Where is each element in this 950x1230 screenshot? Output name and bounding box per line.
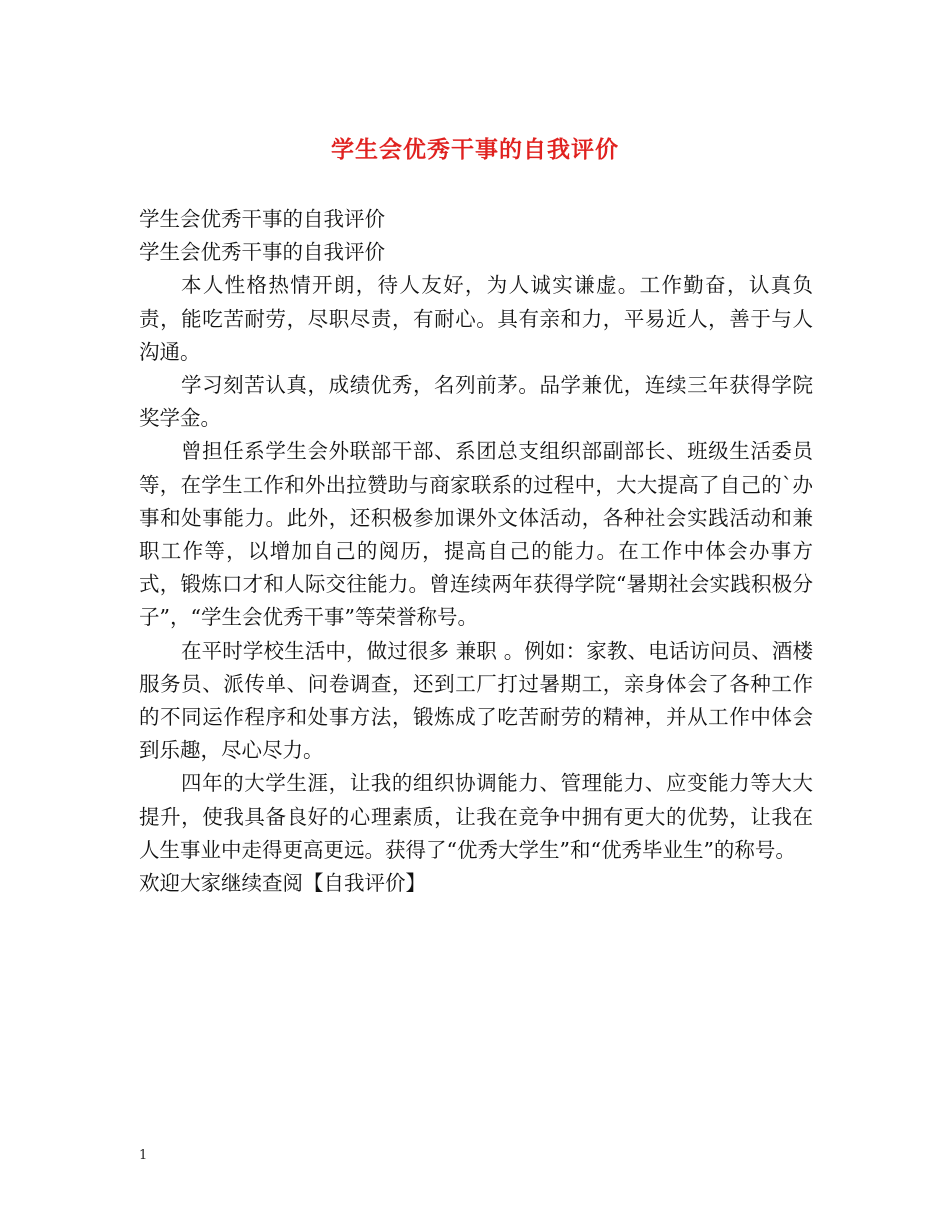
paragraph-personality: 本人性格热情开朗，待人友好，为人诚实谦虚。工作勤奋，认真负责，能吃苦耐劳，尽职尽责，有耐心。具有亲和力，平易近人，善于与人沟通。 (139, 273, 813, 364)
document-body (139, 203, 813, 900)
paragraph-work-experience: 曾担任系学生会外联部干部、系团总支组织部副部长、班级生活委员等，在学生工作和外出拉赞助与商家联系的过程中，大大提高了自己的`办事和处事能力。此外，还积极参加课外文体活动，各种社会实践活动和兼职工作等，以增加自己的阅历，提高自己的能力。在工作中体会办事方式，锻炼口才和人际交往能力。曾连续两年获得学院“暑期社会实践积极分子”，“学生会优秀干事”等荣誉称号。 (139, 439, 813, 630)
document-title: 学生会优秀干事的自我评价 (331, 136, 619, 163)
heading-line-1: 学生会优秀干事的自我评价 (139, 207, 385, 231)
page-number: 1 (139, 1148, 148, 1163)
paragraph-summary: 四年的大学生涯，让我的组织协调能力、管理能力、应变能力等大大提升，使我具备良好的心理素质，让我在竞争中拥有更大的优势，让我在人生事业中走得更高更远。获得了“优秀大学生”和“优秀毕业生”的称号。 (139, 771, 813, 862)
closing-line: 欢迎大家继续查阅【自我评价】 (139, 871, 426, 896)
paragraph-study: 学习刻苦认真，成绩优秀，名列前茅。品学兼优，连续三年获得学院奖学金。 (139, 373, 813, 431)
paragraph-part-time-jobs: 在平时学校生活中，做过很多 兼职 。例如：家教、电话访问员、酒楼服务员、派传单、问卷调查，还到工厂打过暑期工，亲身体会了各种工作的不同运作程序和处事方法，锻炼成了吃苦耐劳的精神，并从工作中体会到乐趣，尽心尽力。 (139, 638, 813, 763)
heading-line-2: 学生会优秀干事的自我评价 (139, 240, 385, 265)
